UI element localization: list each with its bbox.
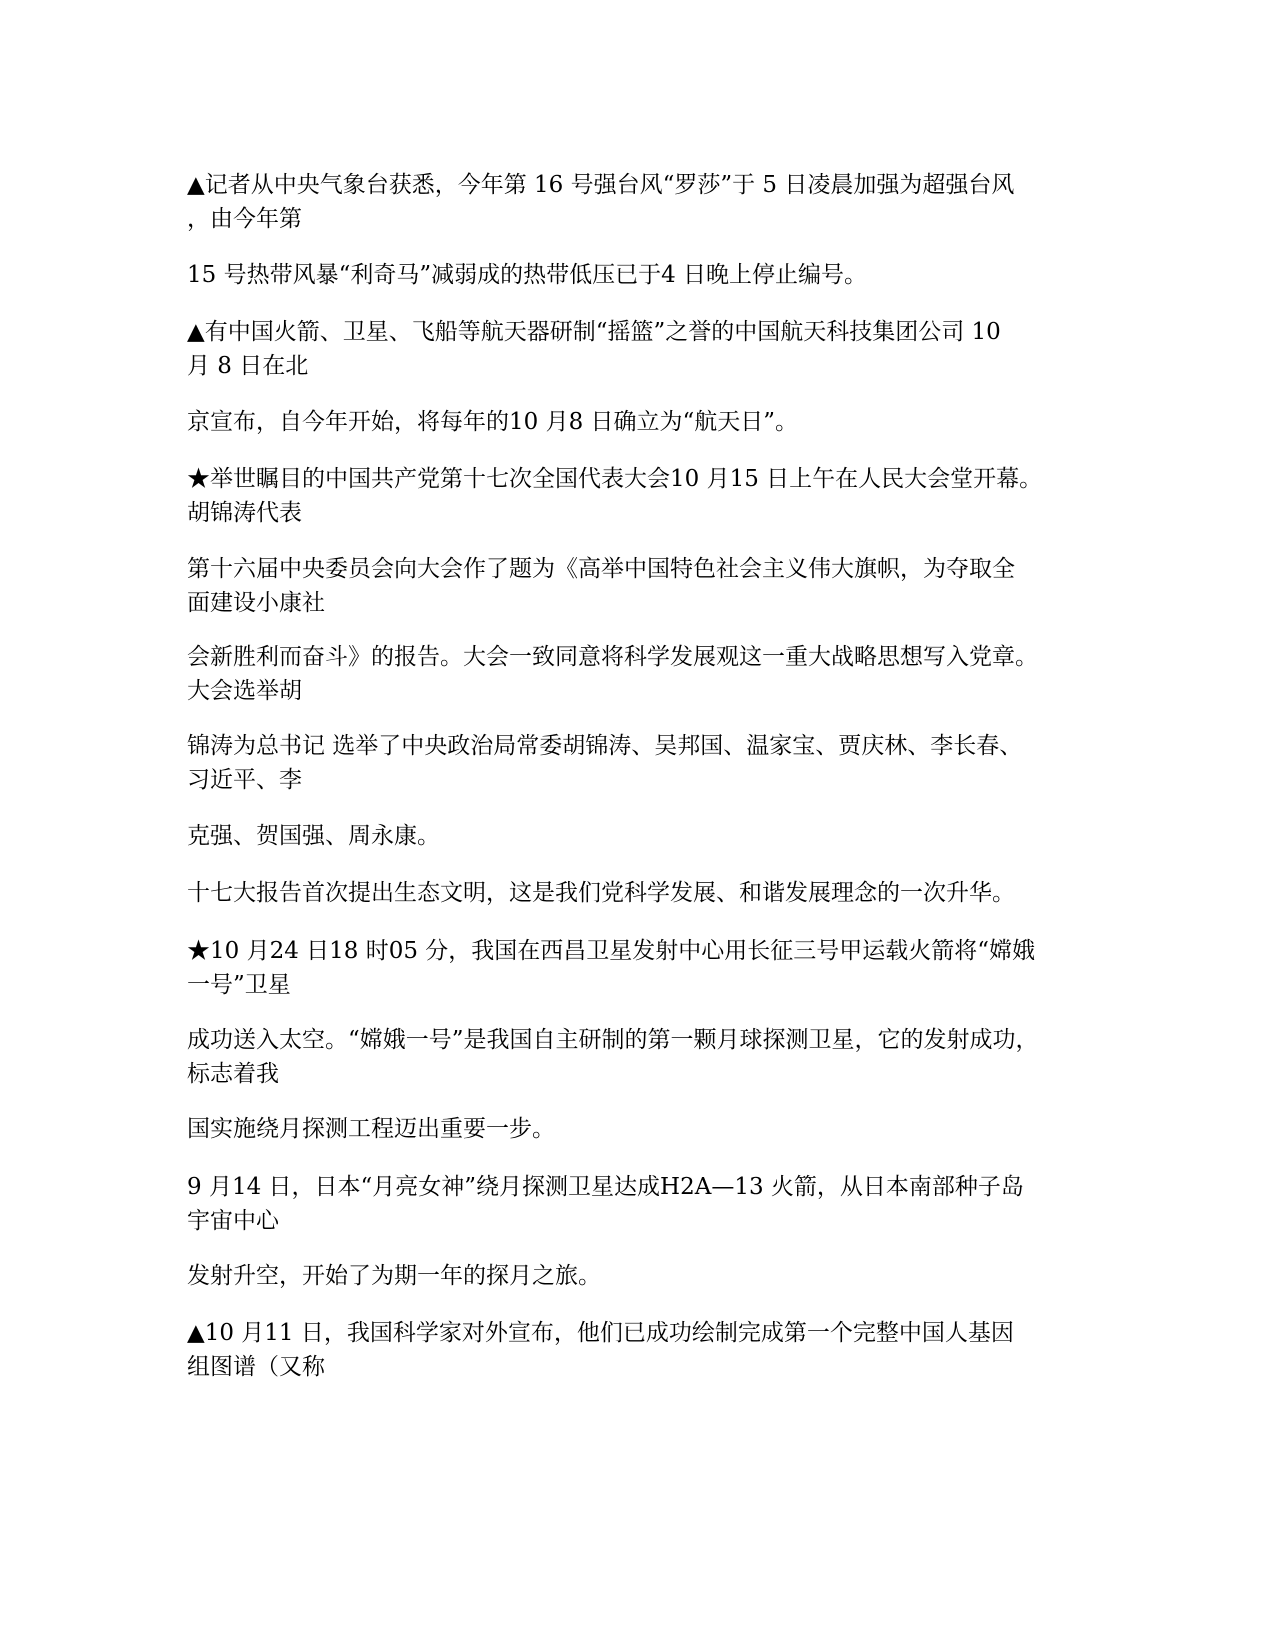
text-line: 第十六届中央委员会向大会作了题为《高举中国特色社会主义伟大旗帜，为夺取全 [187, 556, 1015, 582]
text-line: 发射升空，开始了为期一年的探月之旅。 [187, 1263, 601, 1289]
text-line: ▲10 月11 日，我国科学家对外宣布，他们已成功绘制完成第一个完整中国人基因 [187, 1320, 1014, 1346]
text-line: 大会选举胡 [187, 678, 302, 704]
text-line: 习近平、李 [187, 767, 302, 793]
paragraph-kaguya-launch [187, 1170, 1087, 1238]
text-line: 京宣布，自今年开始，将每年的10 月8 日确立为“航天日”。 [187, 409, 799, 435]
paragraph-aerospace-day [187, 315, 1087, 383]
text-line: 组图谱（又称 [187, 1354, 325, 1380]
text-line: 会新胜利而奋斗》的报告。大会一致同意将科学发展观这一重大战略思想写入党章。 [187, 644, 1038, 670]
text-line: 锦涛为总书记 选举了中央政治局常委胡锦涛、吴邦国、温家宝、贾庆林、李长春、 [187, 733, 1023, 759]
text-line: ▲有中国火箭、卫星、飞船等航天器研制“摇篮”之誉的中国航天科技集团公司 10 [187, 319, 1001, 345]
text-line: ，由今年第 [187, 206, 302, 232]
paragraph-standing-committee-cont [187, 819, 1087, 853]
text-line: 15 号热带风暴“利奇马”减弱成的热带低压已于4 日晚上停止编号。 [187, 262, 868, 288]
paragraph-genome-map [187, 1316, 1087, 1384]
paragraph-change-1-cont [187, 1112, 1087, 1146]
text-line: ★10 月24 日18 时05 分，我国在西昌卫星发射中心用长征三号甲运载火箭将“嫦娥 [187, 938, 1036, 964]
paragraph-typhoon-lekima [187, 258, 1087, 292]
paragraph-standing-committee [187, 729, 1087, 797]
text-line: ★举世瞩目的中国共产党第十七次全国代表大会10 月15 日上午在人民大会堂开幕。 [187, 466, 1043, 492]
text-line: 十七大报告首次提出生态文明，这是我们党科学发展、和谐发展理念的一次升华。 [187, 880, 1015, 906]
text-line: 9 月14 日，日本“月亮女神”绕月探测卫星达成H2A—13 火箭，从日本南部种子岛 [187, 1174, 1024, 1200]
paragraph-congress-report [187, 552, 1087, 620]
paragraph-change-1-launch [187, 934, 1087, 1002]
text-line: 月 8 日在北 [187, 353, 309, 379]
paragraph-congress-election [187, 640, 1087, 708]
text-line: 一号”卫星 [187, 972, 291, 998]
text-line: 胡锦涛代表 [187, 500, 302, 526]
text-line: 面建设小康社 [187, 590, 325, 616]
text-line: 标志着我 [187, 1061, 279, 1087]
text-line: 国实施绕月探测工程迈出重要一步。 [187, 1116, 555, 1142]
paragraph-kaguya-cont [187, 1259, 1087, 1293]
text-line: 宇宙中心 [187, 1208, 279, 1234]
text-line: 成功送入太空。“嫦娥一号”是我国自主研制的第一颗月球探测卫星，它的发射成功， [187, 1027, 1039, 1053]
text-line: ▲记者从中央气象台获悉，今年第 16 号强台风“罗莎”于 5 日凌晨加强为超强台风 [187, 172, 1015, 198]
paragraph-change-1-significance [187, 1023, 1087, 1091]
paragraph-17th-congress [187, 462, 1087, 530]
paragraph-aerospace-day-cont [187, 405, 1087, 439]
paragraph-ecological-civilization [187, 876, 1087, 910]
paragraph-typhoon-rosa [187, 168, 1087, 236]
text-line: 克强、贺国强、周永康。 [187, 823, 440, 849]
